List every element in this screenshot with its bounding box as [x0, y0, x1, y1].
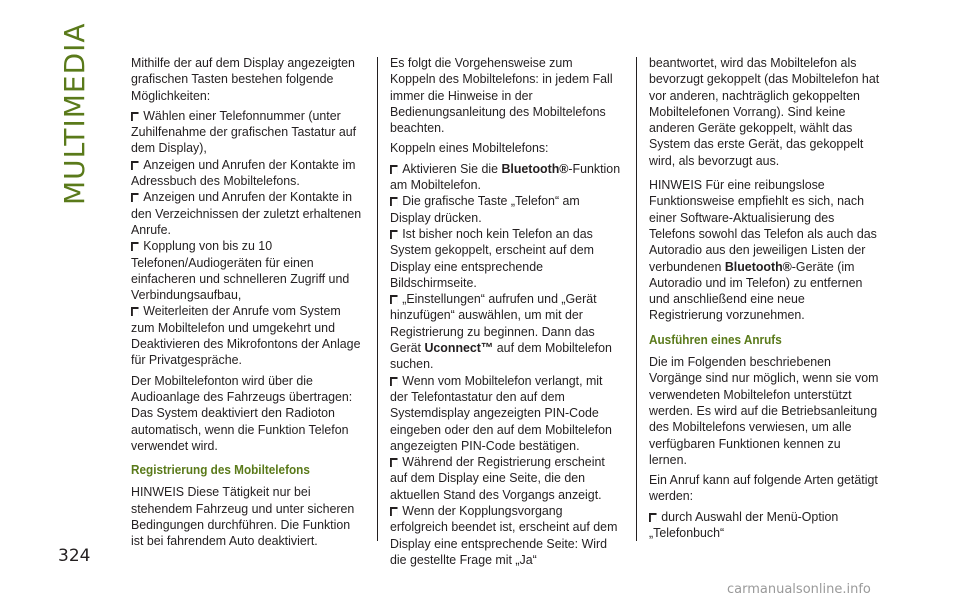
bullet-item: Wählen einer Telefonnummer (unter Zuhilfenahme der grafischen Tastatur auf dem Display),	[131, 107, 357, 156]
bullet-icon	[390, 507, 398, 516]
column-3	[649, 55, 880, 541]
bullet-icon	[390, 458, 398, 467]
paragraph: Ein Anruf kann auf folgende Arten getätigt werden:	[649, 472, 878, 504]
column-divider	[636, 57, 637, 541]
section-heading: Registrierung des Mobiltelefons	[131, 463, 310, 478]
column-1	[131, 55, 362, 554]
paragraph: Mithilfe der auf dem Display angezeigten grafischen Tasten bestehen folgende Möglichkeiten:	[131, 55, 355, 103]
paragraph: Es folgt die Vorgehensweise zum Koppeln des Mobiltelefons: in jedem Fall immer die Hinweise in der Bedienungsanleitung des Mobiltelefons beachten.	[390, 55, 613, 136]
paragraph: beantwortet, wird das Mobiltelefon als bevorzugt gekoppelt (das Mobiltelefon hat vor anderen, nachträglich gekoppelten Mobiltelefonen Vorrang). Sind keine anderen Geräte gekoppelt, wählt das System das erste Gerät, das gekoppelt wird, als bevorzugt aus.	[649, 55, 880, 168]
page-number: 324	[58, 546, 91, 566]
bullet-icon	[131, 161, 139, 170]
bullet-icon	[390, 197, 398, 206]
bullet-item: Wenn vom Mobiltelefon verlangt, mit der Telefontastatur den auf dem Systemdisplay angezeigten PIN-Code eingeben oder den auf dem Mobiltelefon angezeigten PIN-Code bestätigen.	[390, 372, 612, 453]
bullet-icon	[131, 112, 139, 121]
bullet-icon	[131, 242, 139, 251]
paragraph: Die im Folgenden beschriebenen Vorgänge sind nur möglich, wenn sie vom verwendeten Mobiltelefon unterstützt werden. Es wird auf die Betriebsanleitung des Mobiltelefons verwiesen, um alle verfügbaren Funktionen kennen zu lernen.	[649, 354, 879, 467]
paragraph: HINWEIS Für eine reibungslose Funktionsweise empfiehlt es sich, nach einer Software-Aktualisierung des Telefons sowohl das Telefon als auch das Autoradio aus den jeweiligen Listen der verbundenen Bluetooth®-Geräte (im Autoradio und im Telefon) zu entfernen und anschließend eine neue Registrierung vorzunehmen.	[649, 177, 877, 323]
bullet-item: Wenn der Kopplungsvorgang erfolgreich beendet ist, erscheint auf dem Display eine entsprechende Seite: Wird die gestellte Frage mit „Ja“	[390, 503, 618, 567]
paragraph: Koppeln eines Mobiltelefons:	[390, 140, 549, 156]
watermark: carmanualsonline.info	[727, 582, 871, 597]
bullet-item: durch Auswahl der Menü-Option „Telefonbuch“	[649, 508, 839, 541]
bullet-icon	[390, 295, 398, 304]
bullet-icon	[131, 307, 139, 316]
paragraph: HINWEIS Diese Tätigkeit nur bei stehendem Fahrzeug und unter sicheren Bedingungen durchführen. Die Funktion ist bei fahrendem Auto deaktiviert.	[131, 484, 355, 549]
section-heading: Ausführen eines Anrufs	[649, 332, 782, 347]
column-divider	[377, 57, 378, 541]
bullet-icon	[390, 377, 398, 386]
bullet-item: Ist bisher noch kein Telefon an das System gekoppelt, erscheint auf dem Display eine entsprechende Bildschirmseite.	[390, 225, 594, 290]
bullet-item: Anzeigen und Anrufen der Kontakte in den Verzeichnissen der zuletzt erhaltenen Anrufe.	[131, 189, 362, 237]
column-2	[390, 55, 621, 568]
bullet-item: Aktivieren Sie die Bluetooth®-Funktion am Mobiltelefon.	[390, 160, 621, 193]
bullet-item: Während der Registrierung erscheint auf dem Display eine Seite, die den aktuellen Stand des Vorgangs anzeigt.	[390, 454, 605, 502]
bullet-item: Weiterleiten der Anrufe vom System zum Mobiltelefon und umgekehrt und Deaktivieren des Mikrofontons der Anlage für Privatgespräche.	[131, 303, 361, 368]
bullet-icon	[390, 165, 398, 174]
bullet-item: Die grafische Taste „Telefon“ am Display drücken.	[390, 193, 580, 225]
bullet-icon	[649, 513, 657, 522]
bullet-icon	[131, 193, 139, 202]
bullet-item: „Einstellungen“ aufrufen und „Gerät hinzufügen“ auswählen, um mit der Registrierung zu beginnen. Dann das Gerät Uconnect™ auf dem Mobiltelefon suchen.	[390, 291, 612, 372]
bullet-item: Kopplung von bis zu 10 Telefonen/Audiogeräten für einen einfacheren und schnelleren Zugriff und Verbindungsaufbau,	[131, 238, 350, 303]
paragraph: Der Mobiltelefonton wird über die Audioanlage des Fahrzeugs übertragen: Das System deaktiviert den Radioton automatisch, wenn die Funktion Telefon verwendet wird.	[131, 372, 353, 453]
bullet-item: Anzeigen und Anrufen der Kontakte im Adressbuch des Mobiltelefons.	[131, 156, 356, 189]
bullet-icon	[390, 230, 398, 239]
section-title: MULTIMEDIA	[58, 22, 91, 205]
